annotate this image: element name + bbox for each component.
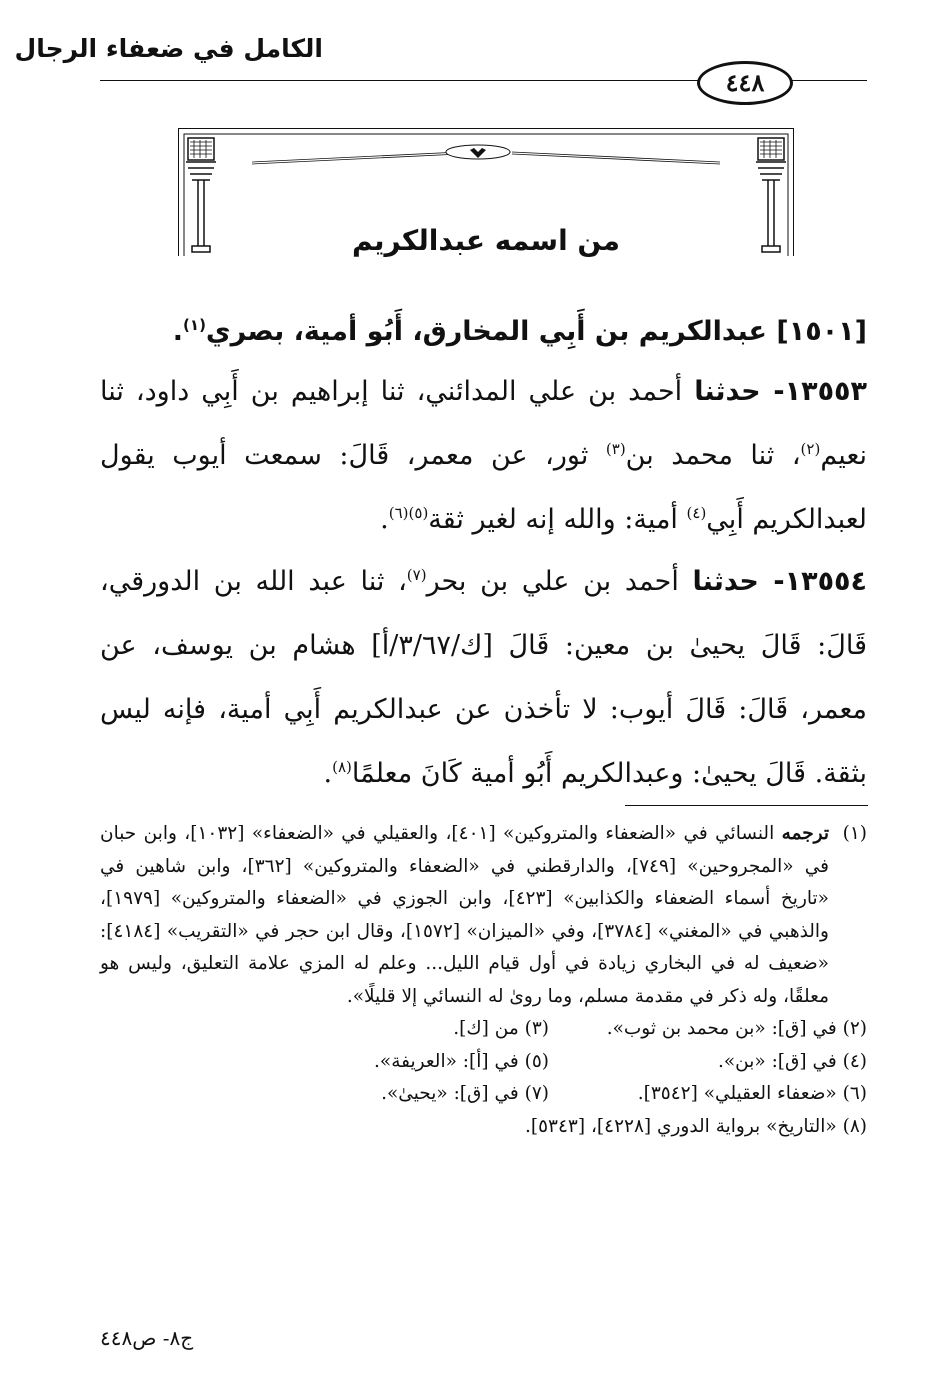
narration-lead-word: حدثنا xyxy=(694,376,761,407)
narration-text: . xyxy=(380,504,389,535)
footnote-ref: (٥)(٦) xyxy=(388,504,429,522)
footnote-row xyxy=(100,1078,867,1111)
footnote-text xyxy=(100,818,829,1013)
footnote-ref: (١) xyxy=(183,316,206,334)
footnote-row xyxy=(100,1046,867,1079)
footnote-row xyxy=(100,1013,867,1046)
chapter-title: من اسمه عبدالكريم xyxy=(352,224,620,257)
narration-text: أمية: والله إنه لغير ثقة xyxy=(428,504,687,535)
narration-13554 xyxy=(100,550,867,806)
footnote-3: (٣) من [ك]. xyxy=(453,1018,549,1039)
narration-text: أحمد بن علي بن بحر xyxy=(426,566,693,597)
footnote-5: (٥) في [أ]: «العريفة». xyxy=(374,1050,549,1072)
page-number: ٤٤٨ xyxy=(697,61,793,105)
footnote-2: (٢) في [ق]: «بن محمد بن ثوب». xyxy=(606,1018,867,1039)
volume-page-reference: ج٨- ص٤٤٨ xyxy=(100,1326,194,1350)
footnote-ref: (٧) xyxy=(406,566,427,584)
footnote-ref: (٨) xyxy=(332,758,352,776)
narration-number: ١٣٥٥٣- xyxy=(760,376,868,407)
footnote-6: (٦) «ضعفاء العقيلي» [٣٥٤٢]. xyxy=(637,1083,867,1104)
chapter-banner xyxy=(178,128,794,258)
footnote-lead-word: ترجمه xyxy=(781,823,829,844)
narration-text: ، ثنا عبد الله بن الدورقي، قَالَ: قَالَ يحيىٰ بن معين: قَالَ [ك/٣/٦٧/أ] هشام بن يوسف، عن معمر، قَالَ: قَالَ أيوب: لا تأخذن عن عبدالكريم أَبِي أمية، فإنه ليس بثقة. قَالَ يحيىٰ: وعبدالكريم أَبُو أمية كَانَ معلمًا xyxy=(100,566,867,789)
footnote-8: (٨) «التاريخ» برواية الدوري [٤٢٢٨]، [٥٣٤٣]. xyxy=(524,1115,867,1137)
footnote-7: (٧) في [ق]: «يحيىٰ». xyxy=(381,1083,549,1104)
footnote-separator xyxy=(625,805,868,806)
narration-lead-word: حدثنا xyxy=(692,566,759,597)
narration-text: ، ثنا محمد بن xyxy=(625,440,801,471)
entry-heading xyxy=(100,310,867,354)
running-header-title: الكامل في ضعفاء الرجال xyxy=(14,34,323,63)
footnote-ref: (٣) xyxy=(605,440,626,458)
footnote-1 xyxy=(100,818,867,1013)
footnote-ref: (٤) xyxy=(686,504,707,522)
narration-13553 xyxy=(100,360,867,552)
narration-text: ثور، عن معمر، قَالَ: سمعت أيوب يقول لعبدالكريم أَبِي xyxy=(100,440,867,535)
narration-text: أحمد بن علي المدائني، ثنا إبراهيم بن أَبِي داود، ثنا نعيم xyxy=(100,376,867,471)
entry-heading-end: . xyxy=(172,316,184,347)
footnote-body: النسائي في «الضعفاء والمتروكين» [٤٠١]، والعقيلي في «الضعفاء» [١٠٣٢]، وابن حبان في «المجروحين» [٧٤٩]، والدارقطني في «الضعفاء والمتروكين» [٣٦٢]، وابن شاهين في «تاريخ أسماء الضعفاء والكذابين» [٤٢٣]، وابن الجوزي في «الضعفاء والمتروكين» [١٩٧٩]، والذهبي في «المغني» [٣٧٨٤]، وفي «الميزان» [١٥٧٢]، وقال ابن حجر في «التقريب» [٤١٨٤]: «ضعيف له في البخاري زيادة في أول قيام الليل... وعلم له المزي علامة التعليق، وليس هو معلقًا، وله ذكر في مقدمة مسلم، وما روىٰ له النسائي إلا قليلًا». xyxy=(100,823,829,1007)
footnotes xyxy=(100,818,867,1143)
narration-number: ١٣٥٥٤- xyxy=(758,566,868,597)
footnote-ref: (٢) xyxy=(800,440,821,458)
footnote-number: (١) xyxy=(842,823,867,844)
footnote-4: (٤) في [ق]: «بن». xyxy=(717,1050,867,1072)
narration-text: . xyxy=(323,758,333,789)
entry-heading-text: [١٥٠١] عبدالكريم بن أَبِي المخارق، أَبُو أمية، بصري xyxy=(205,316,867,347)
